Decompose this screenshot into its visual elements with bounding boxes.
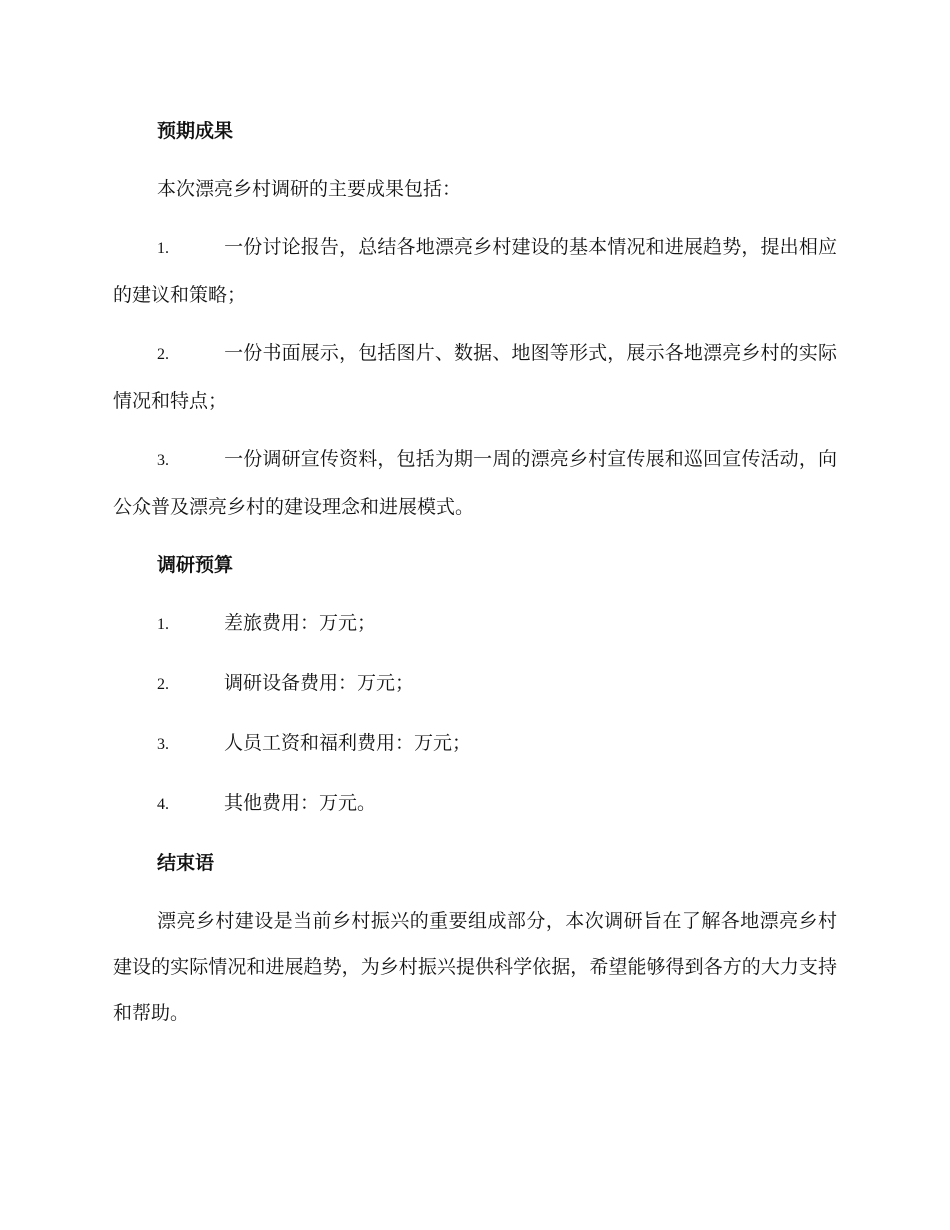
budget-item-3 [113,720,837,768]
outcomes-intro: 本次漂亮乡村调研的主要成果包括： [157,178,462,200]
budget-item-1 [113,600,837,648]
list-text: 人员工资和福利费用：万元； [224,732,472,754]
document-body [113,108,837,1048]
budget-heading: 调研预算 [157,554,234,576]
budget-item-4 [113,780,837,828]
list-text: 一份讨论报告，总结各地漂亮乡村建设的基本情况和进展趋势，提出相应的建议和策略； [113,236,837,306]
list-text: 差旅费用：万元； [224,612,377,634]
outcome-item-2 [113,330,837,424]
budget-item-2 [113,660,837,708]
list-text: 调研设备费用：万元； [224,672,415,694]
outcome-item-3 [113,436,837,530]
list-number: 1. [157,616,169,633]
list-text: 一份书面展示，包括图片、数据、地图等形式，展示各地漂亮乡村的实际情况和特点； [113,342,837,412]
list-number: 4. [157,796,169,813]
conclusion-text: 漂亮乡村建设是当前乡村振兴的重要组成部分，本次调研旨在了解各地漂亮乡村建设的实际情况和进展趋势，为乡村振兴提供科学依据，希望能够得到各方的大力支持和帮助。 [113,910,837,1024]
list-number: 2. [157,676,169,693]
outcome-item-1 [113,224,837,318]
list-number: 2. [157,346,169,363]
outcomes-heading: 预期成果 [157,120,234,142]
list-number: 1. [157,240,169,257]
list-number: 3. [157,736,169,753]
list-text: 一份调研宣传资料，包括为期一周的漂亮乡村宣传展和巡回宣传活动，向公众普及漂亮乡村的建设理念和进展模式。 [113,448,837,518]
list-text: 其他费用：万元。 [224,792,377,814]
conclusion-heading: 结束语 [157,852,215,874]
list-number: 3. [157,452,169,469]
